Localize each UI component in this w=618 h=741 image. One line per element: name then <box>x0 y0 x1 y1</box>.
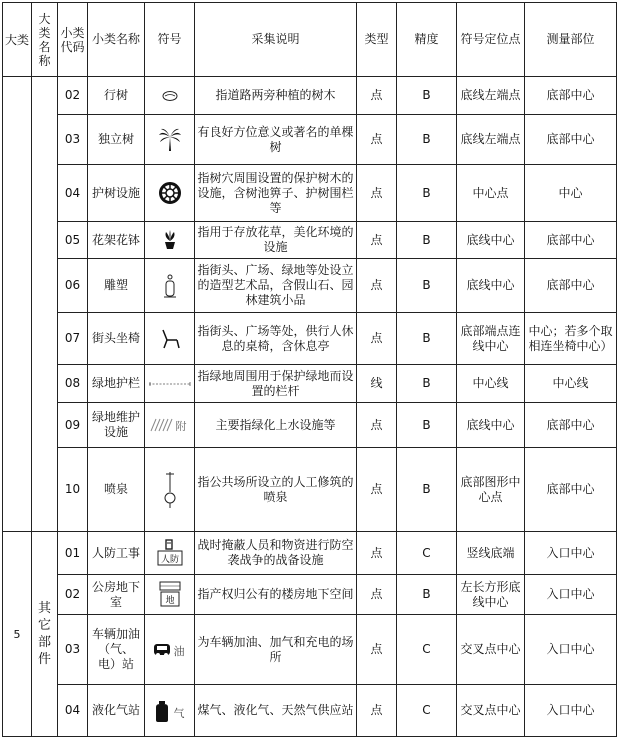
precision-cell: B <box>397 403 457 448</box>
type-cell: 点 <box>357 532 397 575</box>
header-desc: 采集说明 <box>195 3 357 77</box>
fountain-icon <box>145 448 195 532</box>
measure-cell: 中心 <box>525 165 617 222</box>
basement-icon <box>145 575 195 615</box>
precision-cell: B <box>397 575 457 615</box>
desc-cell: 指道路两旁种植的树木 <box>195 77 357 115</box>
desc-cell: 煤气、液化气、天然气供应站 <box>195 685 357 737</box>
header-symbol: 符号 <box>145 3 195 77</box>
anchor-cell: 中心线 <box>457 365 525 403</box>
code-cell: 10 <box>58 448 88 532</box>
name-cell: 雕塑 <box>88 259 145 313</box>
group1-name-cell <box>32 77 58 532</box>
table-row <box>3 165 617 222</box>
precision-cell: B <box>397 165 457 222</box>
anchor-cell: 底线左端点 <box>457 77 525 115</box>
type-cell: 点 <box>357 222 397 259</box>
table-row <box>3 615 617 685</box>
type-cell: 点 <box>357 685 397 737</box>
header-type: 类型 <box>357 3 397 77</box>
header-major: 大类 <box>3 3 32 77</box>
table-row <box>3 77 617 115</box>
flower-pot-icon <box>145 222 195 259</box>
table-row <box>3 403 617 448</box>
code-cell: 01 <box>58 532 88 575</box>
name-cell: 公房地下室 <box>88 575 145 615</box>
name-cell: 喷泉 <box>88 448 145 532</box>
anchor-cell: 底线中心 <box>457 222 525 259</box>
anchor-cell: 交叉点中心 <box>457 615 525 685</box>
lpg-station-label: 气 <box>173 706 184 720</box>
desc-cell: 战时掩蔽人员和物资进行防空袭战争的战备设施 <box>195 532 357 575</box>
civil-defense-label: 人防 <box>160 555 179 565</box>
table-row <box>3 222 617 259</box>
measure-cell: 底部中心 <box>525 403 617 448</box>
type-cell: 点 <box>357 403 397 448</box>
measure-cell: 入口中心 <box>525 615 617 685</box>
type-cell: 点 <box>357 448 397 532</box>
header-minor-name: 小类名称 <box>88 3 145 77</box>
name-cell: 护树设施 <box>88 165 145 222</box>
type-cell: 点 <box>357 165 397 222</box>
measure-cell: 中心线 <box>525 365 617 403</box>
table-row <box>3 685 617 737</box>
measure-cell: 底部中心 <box>525 259 617 313</box>
gas-station-label: 油 <box>173 644 184 658</box>
code-cell: 05 <box>58 222 88 259</box>
precision-cell: C <box>397 685 457 737</box>
maintenance-label: 附 <box>175 420 186 432</box>
desc-cell: 指街头、广场等处，供行人休息的桌椅，含休息亭 <box>195 313 357 365</box>
anchor-cell: 底线中心 <box>457 403 525 448</box>
code-cell: 04 <box>58 685 88 737</box>
code-cell: 07 <box>58 313 88 365</box>
type-cell: 点 <box>357 77 397 115</box>
desc-cell: 指绿地周围用于保护绿地而设置的栏杆 <box>195 365 357 403</box>
name-cell: 车辆加油（气、电）站 <box>88 615 145 685</box>
table-row <box>3 532 617 575</box>
palm-tree-icon <box>145 115 195 165</box>
desc-cell: 为车辆加油、加气和充电的场所 <box>195 615 357 685</box>
name-cell: 花架花钵 <box>88 222 145 259</box>
name-cell: 人防工事 <box>88 532 145 575</box>
precision-cell: B <box>397 259 457 313</box>
header-row <box>3 3 617 77</box>
table-row <box>3 448 617 532</box>
gas-station-icon <box>145 615 195 685</box>
type-cell: 点 <box>357 115 397 165</box>
name-cell: 街头坐椅 <box>88 313 145 365</box>
row-tree-icon <box>145 77 195 115</box>
desc-cell: 指公共场所设立的人工修筑的喷泉 <box>195 448 357 532</box>
anchor-cell: 底部端点连线中心 <box>457 313 525 365</box>
symbol-table <box>2 2 617 737</box>
header-anchor: 符号定位点 <box>457 3 525 77</box>
measure-cell: 中心；若多个取相连坐椅中心） <box>525 313 617 365</box>
desc-cell: 指产权归公有的楼房地下空间 <box>195 575 357 615</box>
type-cell: 点 <box>357 575 397 615</box>
desc-cell: 有良好方位意义或著名的单棵树 <box>195 115 357 165</box>
anchor-cell: 交叉点中心 <box>457 685 525 737</box>
name-cell: 独立树 <box>88 115 145 165</box>
precision-cell: C <box>397 532 457 575</box>
anchor-cell: 中心点 <box>457 165 525 222</box>
anchor-cell: 底线中心 <box>457 259 525 313</box>
header-major-name: 大类名称 <box>32 3 58 77</box>
measure-cell: 入口中心 <box>525 685 617 737</box>
measure-cell: 底部中心 <box>525 448 617 532</box>
desc-cell: 主要指绿化上水设施等 <box>195 403 357 448</box>
tree-guard-icon <box>145 165 195 222</box>
group2-major-cell: 5 <box>3 532 32 737</box>
code-cell: 04 <box>58 165 88 222</box>
anchor-cell: 底线左端点 <box>457 115 525 165</box>
code-cell: 08 <box>58 365 88 403</box>
anchor-cell: 竖线底端 <box>457 532 525 575</box>
code-cell: 09 <box>58 403 88 448</box>
code-cell: 03 <box>58 115 88 165</box>
civil-defense-icon <box>145 532 195 575</box>
sculpture-icon <box>145 259 195 313</box>
name-cell: 绿地维护设施 <box>88 403 145 448</box>
table-row <box>3 313 617 365</box>
precision-cell: B <box>397 313 457 365</box>
precision-cell: B <box>397 448 457 532</box>
desc-cell: 指用于存放花草，美化环境的设施 <box>195 222 357 259</box>
anchor-cell: 底部图形中心点 <box>457 448 525 532</box>
desc-cell: 指树穴周围设置的保护树木的设施，含树池箅子、护树围栏等 <box>195 165 357 222</box>
table-row <box>3 115 617 165</box>
name-cell: 行树 <box>88 77 145 115</box>
header-precision: 精度 <box>397 3 457 77</box>
desc-cell: 指街头、广场、绿地等处设立的造型艺术品，含假山石、园林建筑小品 <box>195 259 357 313</box>
precision-cell: B <box>397 365 457 403</box>
measure-cell: 底部中心 <box>525 115 617 165</box>
header-measure: 测量部位 <box>525 3 617 77</box>
table-row <box>3 575 617 615</box>
group2-name-cell: 其它部件 <box>32 532 58 737</box>
code-cell: 02 <box>58 77 88 115</box>
precision-cell: C <box>397 615 457 685</box>
precision-cell: B <box>397 222 457 259</box>
basement-label: 地 <box>164 595 175 606</box>
precision-cell: B <box>397 77 457 115</box>
group1-major-cell <box>3 77 32 532</box>
fence-line-icon <box>145 365 195 403</box>
name-cell: 液化气站 <box>88 685 145 737</box>
type-cell: 线 <box>357 365 397 403</box>
code-cell: 06 <box>58 259 88 313</box>
type-cell: 点 <box>357 313 397 365</box>
code-cell: 02 <box>58 575 88 615</box>
measure-cell: 底部中心 <box>525 222 617 259</box>
table-row <box>3 365 617 403</box>
chair-icon <box>145 313 195 365</box>
anchor-cell: 左长方形底线中心 <box>457 575 525 615</box>
type-cell: 点 <box>357 615 397 685</box>
measure-cell: 底部中心 <box>525 77 617 115</box>
maintenance-icon <box>145 403 195 448</box>
header-minor-code: 小类代码 <box>58 3 88 77</box>
measure-cell: 入口中心 <box>525 532 617 575</box>
type-cell: 点 <box>357 259 397 313</box>
measure-cell: 入口中心 <box>525 575 617 615</box>
precision-cell: B <box>397 115 457 165</box>
name-cell: 绿地护栏 <box>88 365 145 403</box>
lpg-station-icon <box>145 685 195 737</box>
code-cell: 03 <box>58 615 88 685</box>
table-row <box>3 259 617 313</box>
